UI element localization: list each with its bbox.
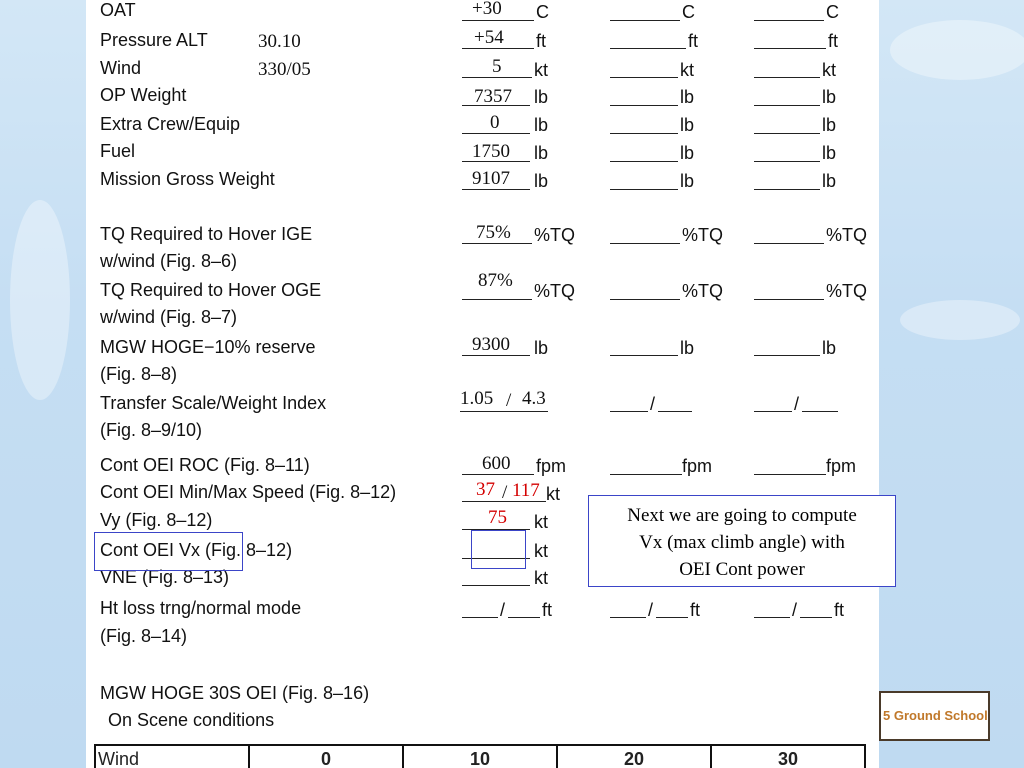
slash-ht-loss: / [500, 600, 506, 620]
label-transfer-scale: Transfer Scale/Weight Index [100, 393, 327, 413]
label-wind: Wind [100, 58, 142, 78]
label-fuel: Fuel [100, 141, 136, 161]
ground-school-logo [879, 691, 990, 741]
unit-wind-2: kt [680, 60, 695, 80]
unit-min-max-speed: kt [546, 484, 561, 504]
unit-extra-crew-2: lb [680, 115, 695, 135]
hw-vy: 75 [488, 507, 507, 528]
unit-vy: kt [534, 512, 549, 532]
unit-op-weight-3: lb [822, 87, 837, 107]
unit-wind-3: kt [822, 60, 837, 80]
label-roc: Cont OEI ROC (Fig. 8–11) [100, 455, 310, 475]
hw-transfer-b: 4.3 [522, 388, 546, 409]
hw-min-speed: 37 [476, 479, 495, 500]
hw-tq-oge: 87% [478, 270, 513, 291]
hw-wind: 5 [492, 56, 502, 77]
unit-vne: kt [534, 568, 549, 588]
worksheet-page [86, 0, 879, 768]
unit-pressure-alt-3: ft [828, 31, 839, 51]
label-on-scene: On Scene conditions [108, 710, 275, 730]
hw-extra-crew: 0 [490, 112, 500, 133]
unit-extra-crew-3: lb [822, 115, 837, 135]
unit-vx: kt [534, 541, 549, 561]
given-wind: 330/05 [258, 59, 311, 80]
unit-mgw-hoge: lb [534, 338, 549, 358]
hw-fuel: 1750 [472, 141, 510, 162]
callout-line-1: Next we are going to compute [627, 505, 857, 526]
unit-oat: C [536, 2, 549, 22]
unit-mgw-hoge-2: lb [680, 338, 695, 358]
unit-oat-3: C [826, 2, 839, 22]
label-vx: Cont OEI Vx (Fig. 8–12) [100, 540, 293, 560]
label-extra-crew: Extra Crew/Equip [100, 114, 241, 134]
hw-mission-gross: 9107 [472, 168, 510, 189]
label-pressure-alt: Pressure ALT [100, 30, 208, 50]
unit-op-weight: lb [534, 87, 549, 107]
label-ht-loss: Ht loss trng/normal mode [100, 598, 302, 618]
slash-ht-loss-2: / [648, 600, 654, 620]
hw-pressure-alt: +54 [474, 27, 504, 48]
unit-extra-crew: lb [534, 115, 549, 135]
unit-ht-loss: ft [542, 600, 553, 620]
unit-roc-2: fpm [682, 456, 713, 476]
hw-transfer-a: 1.05 [460, 388, 494, 409]
unit-tq-oge-3: %TQ [826, 281, 868, 301]
unit-pressure-alt-2: ft [688, 31, 699, 51]
slash-transfer-3: / [794, 394, 800, 414]
slash-ht-loss-3: / [792, 600, 798, 620]
unit-mgw-hoge-3: lb [822, 338, 837, 358]
label-mission-gross: Mission Gross Weight [100, 169, 275, 189]
unit-roc: fpm [536, 456, 567, 476]
label-hoge-30s: MGW HOGE 30S OEI (Fig. 8–16) [100, 683, 370, 703]
label-vne: VNE (Fig. 8–13) [100, 567, 230, 587]
label-tq-oge-fig: w/wind (Fig. 8–7) [100, 307, 238, 327]
unit-tq-ige-2: %TQ [682, 225, 724, 245]
hw-tq-ige: 75% [476, 222, 511, 243]
unit-fuel-2: lb [680, 143, 695, 163]
label-transfer-scale-fig: (Fig. 8–9/10) [100, 420, 203, 440]
label-ht-loss-fig: (Fig. 8–14) [100, 626, 188, 646]
hw-transfer-slash: / [506, 390, 512, 411]
unit-fuel: lb [534, 143, 549, 163]
table-header-wind: Wind [95, 745, 249, 768]
callout-line-2: Vx (max climb angle) with [639, 532, 845, 553]
highlight-vx-field [471, 530, 526, 569]
label-min-max-speed: Cont OEI Min/Max Speed (Fig. 8–12) [100, 482, 397, 502]
wind-table [94, 744, 866, 768]
table-header-20: 20 [557, 745, 711, 768]
unit-op-weight-2: lb [680, 87, 695, 107]
hw-mgw-hoge: 9300 [472, 334, 510, 355]
unit-roc-3: fpm [826, 456, 857, 476]
unit-mission-gross-3: lb [822, 171, 837, 191]
callout-note [588, 495, 896, 587]
callout-line-3: OEI Cont power [679, 559, 805, 580]
hw-op-weight: 7357 [474, 86, 512, 107]
unit-tq-ige: %TQ [534, 225, 576, 245]
label-op-weight: OP Weight [100, 85, 187, 105]
hw-max-speed: 117 [512, 480, 540, 501]
label-mgw-hoge: MGW HOGE−10% reserve [100, 337, 316, 357]
unit-oat-2: C [682, 2, 695, 22]
unit-tq-oge: %TQ [534, 281, 576, 301]
unit-tq-oge-2: %TQ [682, 281, 724, 301]
unit-tq-ige-3: %TQ [826, 225, 868, 245]
logo-text: 5 Ground School [883, 708, 988, 723]
unit-ht-loss-2: ft [690, 600, 701, 620]
table-row [95, 745, 865, 768]
unit-wind: kt [534, 60, 549, 80]
unit-ht-loss-3: ft [834, 600, 845, 620]
given-pressure-alt: 30.10 [258, 31, 301, 52]
label-tq-oge: TQ Required to Hover OGE [100, 280, 322, 300]
table-header-10: 10 [403, 745, 557, 768]
hw-min-max-slash: / [502, 482, 508, 503]
slash-transfer-2: / [650, 394, 656, 414]
label-vy: Vy (Fig. 8–12) [100, 510, 213, 530]
unit-mission-gross: lb [534, 171, 549, 191]
unit-pressure-alt: ft [536, 31, 547, 51]
label-oat: OAT [100, 0, 136, 20]
unit-fuel-3: lb [822, 143, 837, 163]
unit-mission-gross-2: lb [680, 171, 695, 191]
hw-oat: +30 [472, 0, 502, 19]
label-tq-ige-fig: w/wind (Fig. 8–6) [100, 251, 238, 271]
hw-roc: 600 [482, 453, 511, 474]
table-header-0: 0 [249, 745, 403, 768]
label-tq-ige: TQ Required to Hover IGE [100, 224, 313, 244]
table-header-30: 30 [711, 745, 865, 768]
highlight-vx-label [94, 532, 243, 571]
label-mgw-hoge-fig: (Fig. 8–8) [100, 364, 178, 384]
